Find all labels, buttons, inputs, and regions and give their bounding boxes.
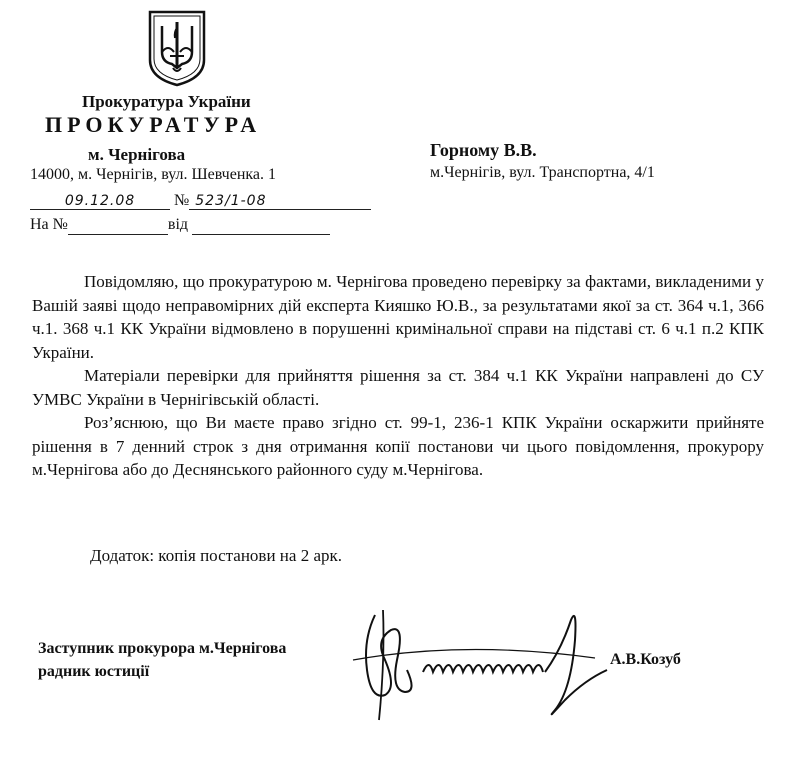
incoming-date-blank	[192, 216, 330, 235]
recipient-name: Горному В.В.	[430, 140, 537, 160]
signer-rank: радник юстиції	[38, 663, 150, 680]
handwritten-signature-icon	[345, 600, 615, 730]
outgoing-reference-row	[30, 192, 371, 210]
trident-coat-of-arms-icon	[146, 8, 208, 88]
incoming-from-label: від	[167, 216, 189, 233]
sender-address: 14000, м. Чернігів, вул. Шевченка. 1	[30, 166, 277, 183]
outgoing-number: 523/1-08	[189, 193, 371, 210]
org-name-line1: Прокуратура України	[82, 92, 251, 111]
outgoing-no-label: №	[174, 192, 190, 209]
body-paragraph: Матеріали перевірки для прийняття рішення за ст. 384 ч.1 КК України направлені до СУ УМВС України в Чернігівській області.	[32, 366, 764, 409]
incoming-no-blank	[68, 216, 168, 235]
letter-body	[32, 270, 764, 482]
incoming-reference-row	[30, 216, 330, 235]
recipient-address: м.Чернігів, вул. Транспортна, 4/1	[430, 164, 655, 181]
body-paragraph: Повідомляю, що прокуратурою м. Чернігова проведено перевірку за фактами, викладеними у Вашій заяві щодо неправомірних дій експерта Кияшко Ю.В., за результатами якої за ст. 364 ч.1, 366 ч.1. 368 ч.1 КК України відмовлено в порушенні кримінальної справи на підставі ст. 6 ч.1 п.2 КПК України.	[32, 272, 764, 362]
outgoing-date: 09.12.08	[30, 193, 170, 210]
body-paragraph: Роз’яснюю, що Ви маєте право згідно ст. 99-1, 236-1 КПК України оскаржити прийняте рішення в 7 денний строк з дня отримання копії постанови чи цього повідомлення, прокурору м.Чернігова або до Деснянського районного суду м.Чернігова.	[32, 413, 764, 479]
org-name-line2: ПРОКУРАТУРА	[45, 112, 262, 137]
incoming-no-label: На №	[30, 216, 68, 233]
signer-position: Заступник прокурора м.Чернігова	[38, 640, 287, 657]
attachment-note: Додаток: копія постанови на 2 арк.	[90, 546, 343, 565]
org-name-line3: м. Чернігова	[88, 145, 186, 164]
signer-name: А.В.Козуб	[610, 651, 681, 668]
